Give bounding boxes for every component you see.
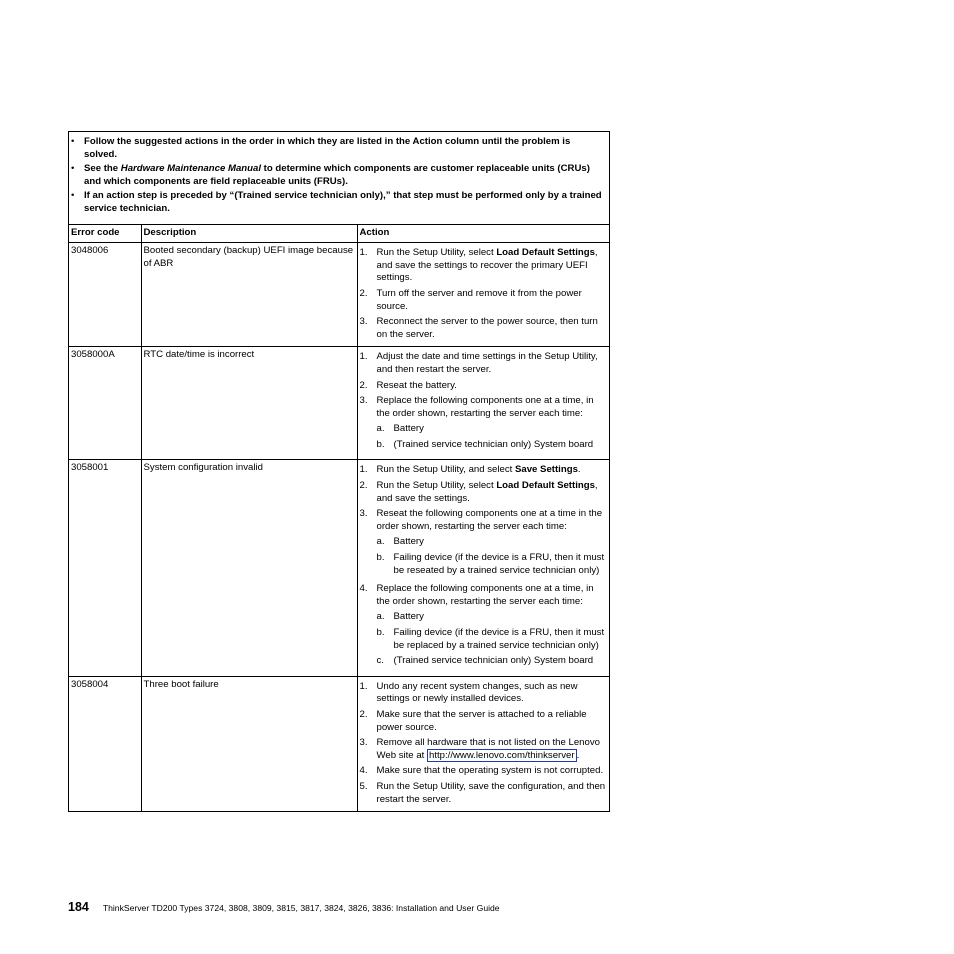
action-step: [360, 316, 608, 341]
error-code-table: [69, 225, 609, 812]
action-cell: [357, 460, 609, 676]
table-row: [69, 460, 609, 676]
text-span: , and save the settings to recover the primary UEFI settings.: [376, 247, 598, 284]
sub-step-text: (Trained service technician only) System board: [393, 438, 594, 450]
step-text: [377, 765, 604, 778]
action-step: [360, 765, 608, 778]
text-span: Turn off the server and remove it from the power source.: [376, 287, 582, 312]
action-step: [360, 351, 608, 376]
sub-steps: [377, 423, 608, 451]
text-span: Reseat the battery.: [376, 379, 457, 391]
sub-step: [377, 439, 608, 452]
text-span: .: [577, 464, 581, 476]
action-steps: [360, 247, 608, 341]
table-header-row: [69, 225, 609, 243]
step-number: 1.: [359, 247, 368, 259]
table-row: [69, 676, 609, 811]
sub-step: [377, 423, 608, 436]
step-number: 2.: [359, 480, 368, 492]
lenovo-website-link[interactable]: http://www.lenovo.com/thinkserver: [428, 749, 575, 761]
sub-step-text: (Trained service technician only) System board: [393, 655, 594, 667]
step-text: [377, 583, 608, 671]
action-step: [360, 508, 608, 580]
text-span: Make sure that the server is attached to a reliable power source.: [376, 708, 587, 733]
step-text: [377, 247, 608, 285]
step-text: [377, 480, 608, 505]
step-number: 1.: [359, 464, 368, 476]
sub-step-letter: c.: [376, 655, 384, 667]
note-item: [71, 163, 605, 188]
document-title: ThinkServer TD200 Types 3724, 3808, 3809, 3815, 3817, 3824, 3826, 3836: Installation and User Guide: [102, 903, 500, 913]
text-span: Reconnect the server to the power source, then turn on the server.: [376, 316, 598, 340]
bold-text: Save Settings: [514, 464, 578, 476]
step-text: [377, 380, 457, 393]
text-span: If an action step is preceded by “(Trained service technician only),” that step must be performed only by a trained service technician.: [84, 190, 602, 214]
action-cell: [357, 676, 609, 811]
text-span: Run the Setup Utility, select: [376, 480, 497, 492]
table-row: [69, 243, 609, 347]
text-span: See the: [84, 163, 121, 175]
bullet-icon: •: [71, 163, 75, 175]
step-text: [377, 508, 608, 580]
description-cell: Three boot failure: [141, 676, 357, 811]
step-text: [377, 781, 608, 806]
sub-step-text: Battery: [393, 611, 424, 623]
sub-steps: [377, 611, 608, 667]
error-code-cell: 3058004: [69, 676, 141, 811]
step-number: 3.: [359, 316, 368, 328]
sub-step-letter: b.: [376, 552, 385, 564]
action-step: [360, 681, 608, 706]
step-text: [377, 395, 608, 454]
action-steps: [360, 464, 608, 670]
action-step: [360, 583, 608, 671]
step-number: 1.: [359, 351, 368, 363]
step-text: [377, 681, 608, 706]
sub-step-text: Battery: [393, 536, 424, 548]
text-span: Undo any recent system changes, such as new settings or newly installed devices.: [376, 680, 578, 705]
text-span: Replace the following components one at a time, in the order shown, restarting the server each time:: [376, 583, 594, 607]
table-row: [69, 347, 609, 460]
sub-step-text: Failing device (if the device is a FRU, then it must be replaced by a trained service technician only): [393, 627, 605, 651]
step-number: 3.: [359, 395, 368, 407]
bullet-icon: •: [71, 190, 75, 202]
step-text: [377, 288, 608, 313]
action-step: [360, 247, 608, 285]
sub-step: [377, 552, 608, 577]
text-span: to determine which components are customer replaceable units (CRUs) and which components are field replaceable units (FRUs).: [84, 163, 590, 187]
note-item: [71, 136, 605, 161]
sub-step: [377, 611, 608, 624]
action-step: [360, 288, 608, 313]
notes-section: [69, 132, 609, 225]
sub-step-text: Battery: [393, 423, 424, 435]
error-code-cell: 3058001: [69, 460, 141, 676]
sub-step-letter: b.: [376, 627, 385, 638]
step-text: [377, 351, 608, 376]
description-cell: Booted secondary (backup) UEFI image because of ABR: [141, 243, 357, 347]
sub-step: [377, 627, 608, 652]
text-span: Make sure that the operating system is not corrupted.: [376, 765, 604, 777]
step-text: [377, 464, 581, 477]
page-number: 184: [68, 900, 89, 914]
bullet-icon: •: [71, 136, 75, 147]
action-step: [360, 480, 608, 505]
text-span: , and save the settings.: [376, 480, 598, 504]
bold-text: Load Default Settings: [496, 480, 595, 492]
header-action: Action: [357, 225, 609, 243]
sub-step-text: Failing device (if the device is a FRU, then it must be reseated by a trained service technician only): [393, 552, 605, 576]
text-span: Remove all hardware that is not listed on the Lenovo Web site at: [376, 737, 600, 761]
step-number: 3.: [359, 508, 368, 520]
error-code-cell: 3048006: [69, 243, 141, 347]
step-number: 3.: [359, 737, 368, 749]
note-text: [84, 163, 605, 188]
note-text: [84, 190, 605, 215]
text-span: Adjust the date and time settings in the Setup Utility, and then restart the server.: [376, 351, 598, 375]
note-text: [84, 136, 605, 161]
sub-step-letter: b.: [376, 438, 385, 450]
action-cell: [357, 347, 609, 460]
action-step: [360, 781, 608, 806]
bold-text: Load Default Settings: [496, 247, 595, 259]
sub-step-letter: a.: [376, 536, 385, 548]
step-number: 5.: [359, 780, 368, 792]
action-steps: [360, 681, 608, 806]
step-number: 1.: [359, 680, 368, 692]
sub-step-letter: a.: [376, 423, 385, 435]
action-step: [360, 380, 608, 393]
step-number: 4.: [359, 583, 368, 595]
action-step: [360, 709, 608, 734]
text-span: Run the Setup Utility, save the configuration, and then restart the server.: [376, 780, 606, 805]
text-span: Follow the suggested actions in the order in which they are listed in the Action column until the problem is solved.: [84, 136, 571, 160]
step-number: 2.: [359, 708, 368, 720]
error-table-frame: [68, 131, 610, 812]
text-span: Replace the following components one at a time, in the order shown, restarting the server each time:: [376, 395, 594, 419]
step-text: [377, 709, 608, 734]
sub-step-letter: a.: [376, 611, 385, 623]
header-description: Description: [141, 225, 357, 243]
error-code-cell: 3058000A: [69, 347, 141, 460]
step-text: [377, 316, 608, 341]
description-cell: RTC date/time is incorrect: [141, 347, 357, 460]
action-step: [360, 737, 608, 762]
description-cell: System configuration invalid: [141, 460, 357, 676]
action-cell: [357, 243, 609, 347]
action-step: [360, 464, 608, 477]
step-number: 4.: [359, 765, 368, 777]
action-steps: [360, 351, 608, 454]
step-number: 2.: [359, 379, 368, 391]
text-span: Run the Setup Utility, and select: [376, 464, 515, 476]
text-span: .: [576, 749, 580, 761]
action-step: [360, 395, 608, 454]
text-span: Run the Setup Utility, select: [376, 247, 497, 259]
header-error-code: Error code: [71, 226, 120, 238]
step-number: 2.: [359, 287, 368, 299]
step-text: [377, 737, 608, 762]
note-item: [71, 190, 605, 215]
page-footer: [68, 900, 500, 914]
sub-step: [377, 655, 608, 668]
sub-steps: [377, 536, 608, 577]
text-span: Reseat the following components one at a time in the order shown, restarting the server each time:: [376, 508, 603, 532]
sub-step: [377, 536, 608, 549]
italic-text: Hardware Maintenance Manual: [120, 163, 262, 175]
